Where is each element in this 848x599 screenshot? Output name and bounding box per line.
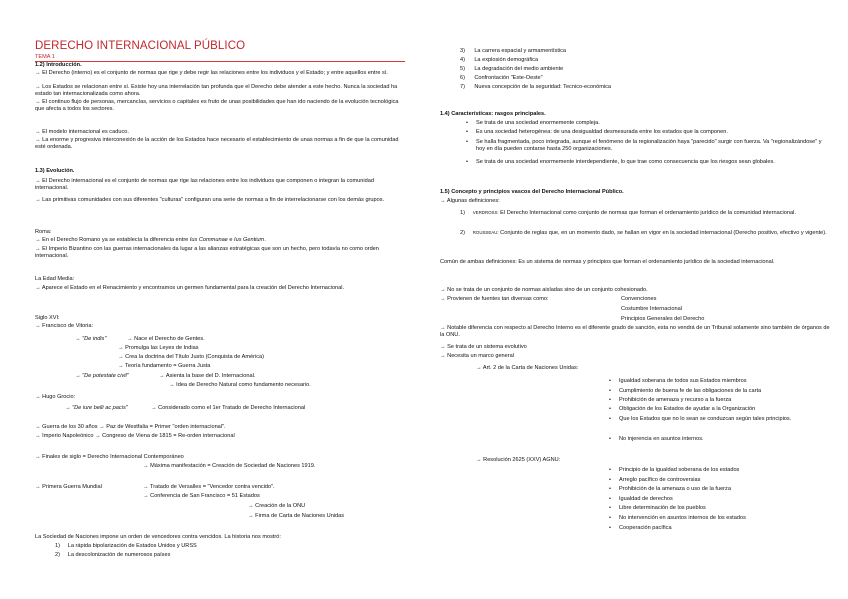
paragraph: → No se trata de un conjunto de normas aisladas sino de un conjunto cohesionado. [440,287,648,293]
de-potestate-result: → Asienta la base del D. Internacional. [159,373,256,379]
bullet-item: • Prohibición de la amenaza o uso de la fuerza [619,486,731,493]
art2-heading: → Art. 2 de la Carta de Naciones Unidas: [476,365,579,371]
paragraph: Común de ambas definiciones: Es un sistema de normas y principios que forman el ordenamiento jurídico de la sociedad internacional. [440,259,775,265]
de-indis-result: → Nace el Derecho de Gentes. [127,336,205,342]
paragraph: → Provienen de fuentes tan diversas como: [440,296,549,302]
bullet-item: • Arreglo pacífico de controversias [619,477,700,484]
de-indis-result: → Crea la doctrina del Título Justo (Conquista de América) [118,354,265,360]
list-item: 2) La descolonización de numerosos países [55,552,171,558]
paragraph: → Guerra de los 30 años → Paz de Westfalia = Primer "orden internacional". [35,424,226,430]
paragraph: → Las primitivas comunidades con sus diferentes "culturas" configuran una serie de normas a fin de interrelacionarse con los demás grupos. [35,197,385,203]
pgm-result: → Creación de la ONU [248,503,306,509]
paragraph: → Se trata de un sistema evolutivo [440,344,527,350]
section-heading-1-3: 1.3) Evolución. [35,168,75,174]
definition-item: 1) VERDROSS: El Derecho Internacional como conjunto de normas que forman el ordenamiento jurídico de la comunidad internacional. [460,210,796,216]
paragraph: → Notable diferencia con respecto al Derecho Interno es el diferente grado de sanción, esta no vendrá de un Tribunal solamente sino también de órganos de la ONU. [440,325,830,339]
paragraph: → Aparece el Estado en el Renacimiento y encontramos un germen fundamental para la creación del Derecho Internacional. [35,285,345,291]
iure-belli: → "De iure belli ac pacis" [65,405,128,411]
paragraph: → Finales de siglo = Derecho Internacional Contemporáneo [35,454,184,460]
paragraph: → La enorme y progresiva interconexión de la acción de los Estados hace necesario el establecimiento de unas normas a fin de que la comunidad esté ordenada. [35,137,399,151]
definitions-label: → Algunas definiciones: [440,198,500,204]
definition-item: 2) ROUSSEAU: Conjunto de reglas que, en un momento dado, se hallan en vigor en la sociedad internacional (Derecho positivo, efectivo y vigente). [460,230,827,236]
list-item: 7) Nueva concepción de la seguridad: Tecnico-económica [460,84,612,90]
bullet-item: • Libre determinación de los pueblos [619,505,706,512]
pgm-result: → Conferencia de San Francisco = 51 Estados [143,493,260,499]
paragraph: → El modelo internacional es caduco. [35,129,129,135]
roma-heading: Roma: [35,229,52,235]
list-item: 1) La rápida bipolarización de Estados Unidos y URSS [55,543,197,549]
resolucion-heading: → Resolución 2625 (XXV) AGNU: [476,457,561,463]
paragraph: → El Imperio Bizantino con las guerras internacionales da lugar a las alianzas estratégicas que son un hecho, pero todavía no como orden internacional. [35,246,379,260]
fuente-item: Costumbre Internacional [621,306,682,312]
edad-media-heading: La Edad Media: [35,276,75,282]
bullet-item: • Que los Estados que no lo sean se conduzcan según tales principios. [619,416,829,423]
vitoria-item: → Francisco de Vitoria: [35,323,94,329]
grocio-item: → Hugo Grocio: [35,394,76,400]
de-indis-result: → Promulga las Leyes de Indias [118,345,199,351]
finales-result: → Máxima manifestación = Creación de Sociedad de Naciones 1919. [143,463,316,469]
bullet-item: • Cooperación pacífica [619,525,672,532]
paragraph: La Sociedad de Naciones impone un orden de vencedores contra vencidos. La historia nos mostró: [35,534,281,540]
bullet-item: • Principio de la igualdad soberana de los estados [619,467,739,474]
siglo-xvi-heading: Siglo XVI: [35,315,60,321]
fuente-item: Principios Generales del Derecho [621,316,705,322]
section-heading-1-5: 1.5) Concepto y principios vascos del Derecho Internacional Público. [440,189,624,195]
pgm-result: → Tratado de Versalles = "Vencedor contra vencido". [143,484,275,490]
de-indis-result: → Teoría fundamento = Guerra Justa [118,363,211,369]
bullet-item: • Se halla fragmentada, poco integrada, aunque el fenómeno de la regionalización haya "parecido" surgir con fuerza. Va "regionalizándose" y hoy en día pueden contarse hasta 250 organizaciones. [476,139,828,154]
bullet-item: • Se trata de una sociedad enormemente interdependiente, lo que trae como consecuencia que los riesgos sean globales. [476,159,828,166]
paragraph: → El continuo flujo de personas, mercancías, servicios o capitales es fruto de unas posibilidades que han ido naciendo de la evolución tecnológica que afecta a todos los sectores. [35,99,399,113]
bullet-item: • No injerencia en asuntos internos. [619,436,704,443]
paragraph: → Los Estados se relacionan entre sí. Existe hoy una interrelación tan profunda que el Derecho debe atender a este hecho. Nunca la sociedad ha estado tan internacionalizada como ahora. [35,84,398,98]
section-heading-1-4: 1.4) Características: rasgos principales. [440,111,546,117]
section-heading-1-2: 1.2) Introducción. [35,62,82,68]
fuente-item: Convenciones [621,296,657,302]
paragraph: → El Derecho (interno) es el conjunto de normas que rige y debe regir las relaciones entre los individuos y el Estado; y entre aquellos entre sí. [35,70,388,76]
pgm-item: → Primera Guerra Mundial [35,484,102,490]
bullet-item: • Igualdad soberana de todos sus Estados miembros [619,378,747,385]
pgm-result: → Firma de Carta de Naciones Unidas [248,513,345,519]
bullet-item: • Se trata de una sociedad enormemente compleja. [476,120,600,127]
bullet-item: • Es una sociedad heterogénea: de una desigualdad desmesurada entre los estados que la componen. [476,129,728,136]
paragraph: → Necesita un marco general [440,353,514,359]
bullet-item: • Obligación de los Estados de ayudar a la Organización [619,406,755,413]
list-item: 5) La degradación del medio ambiente [460,66,564,72]
de-potestate: → "De potestate civil" [75,373,129,379]
bullet-item: • No intervención en asuntos internos de los estados [619,515,746,522]
bullet-item: • Cumplimiento de buena fe de las obligaciones de la carta [619,388,761,395]
bullet-item: • Prohibición de amenaza y recurso a la fuerza [619,397,731,404]
list-item: 6) Confrontación "Este-Oeste" [460,75,543,81]
paragraph: → El Derecho internacional es el conjunto de normas que rige las relaciones entre los individuos que componen o integran la comunidad internacional. [35,178,374,192]
list-item: 3) La carrera espacial y armamentística [460,48,567,54]
paragraph: → En el Derecho Romano ya se establecía la diferencia entre Ius Communae e Ius Gentium. [35,237,266,243]
de-potestate-result: → Idea de Derecho Natural como fundamento necesario. [169,382,311,388]
tema-label: TEMA 1 [35,54,405,62]
paragraph: → Imperio Napoleónico → Congreso de Viena de 1815 = Re-orden internacional [35,433,235,439]
bullet-item: • Igualdad de derechos [619,496,673,503]
document-title: DERECHO INTERNACIONAL PÚBLICO [35,40,246,52]
de-indis: → "De indis" [75,336,107,342]
list-item: 4) La explosión demográfica [460,57,539,63]
iure-belli-result: → Considerado como el 1er Tratado de Derecho Internacional [151,405,306,411]
